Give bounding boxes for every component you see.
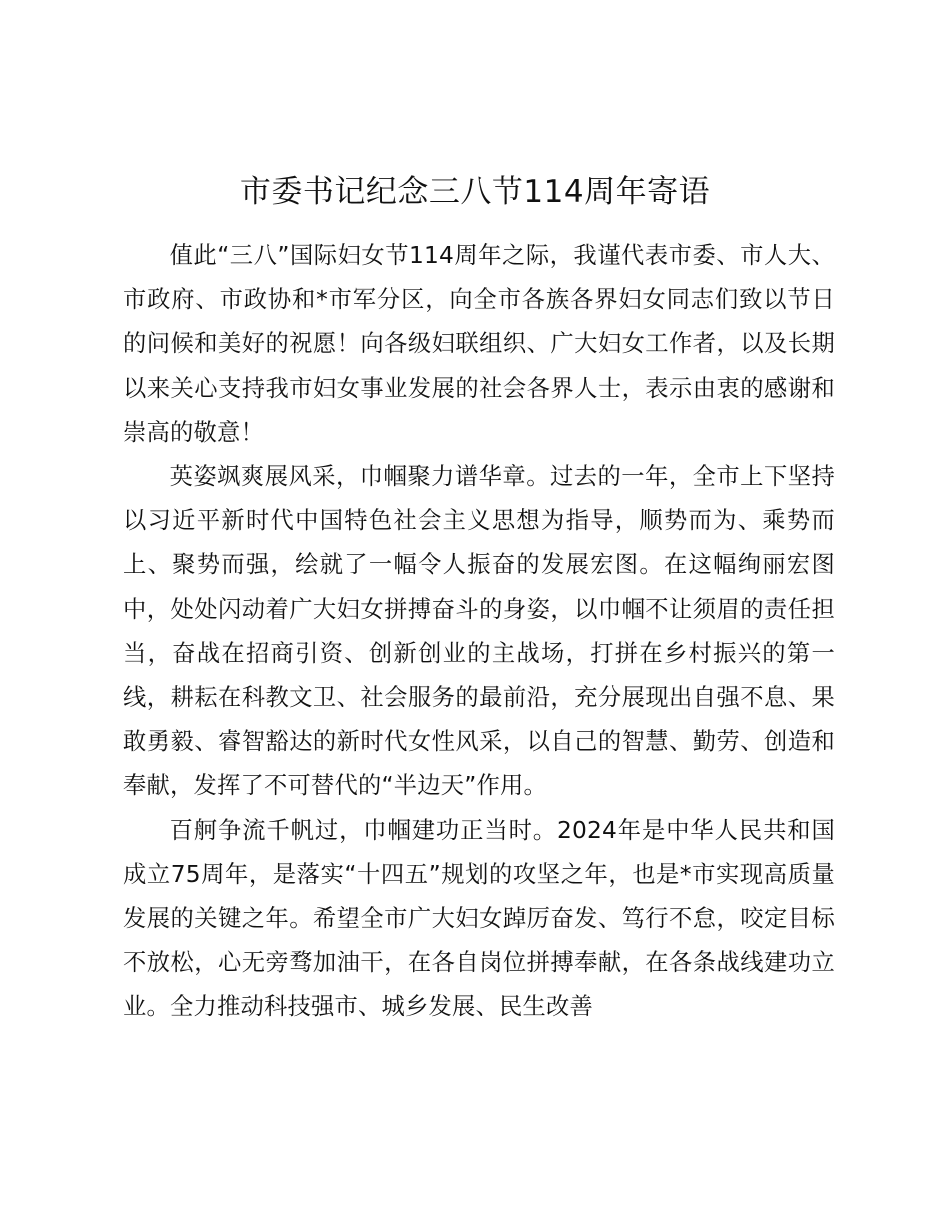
document-body [123,234,835,1030]
paragraph-2: 英姿飒爽展风采，巾帼聚力谱华章。过去的一年，全市上下坚持以习近平新时代中国特色社会主义思想为指导，顺势而为、乘势而上、聚势而强，绘就了一幅令人振奋的发展宏图。在这幅绚丽宏图中，处处闪动着广大妇女拼搏奋斗的身姿，以巾帼不让须眉的责任担当，奋战在招商引资、创新创业的主战场，打拼在乡村振兴的第一线，耕耘在科教文卫、社会服务的最前沿，充分展现出自强不息、果敢勇毅、睿智豁达的新时代女性风采，以自己的智慧、勤劳、创造和奉献，发挥了不可替代的“半边天”作用。 [123,463,835,800]
paragraph-1: 值此“三八”国际妇女节114周年之际，我谨代表市委、市人大、市政府、市政协和*市军分区，向全市各族各界妇女同志们致以节日的问候和美好的祝愿！向各级妇联组织、广大妇女工作者，以及长期以来关心支持我市妇女事业发展的社会各界人士，表示由衷的感谢和崇高的敬意！ [123,242,835,446]
paragraph-3: 百舸争流千帆过，巾帼建功正当时。2024年是中华人民共和国成立75周年，是落实“十四五”规划的攻坚之年，也是*市实现高质量发展的关键之年。希望全市广大妇女踔厉奋发、笃行不怠，咬定目标不放松，心无旁骛加油干，在各自岗位拼搏奉献，在各条战线建功立业。全力推动科技强市、城乡发展、民生改善 [123,816,835,1021]
document-title: 市委书记纪念三八节114周年寄语 [239,174,711,210]
